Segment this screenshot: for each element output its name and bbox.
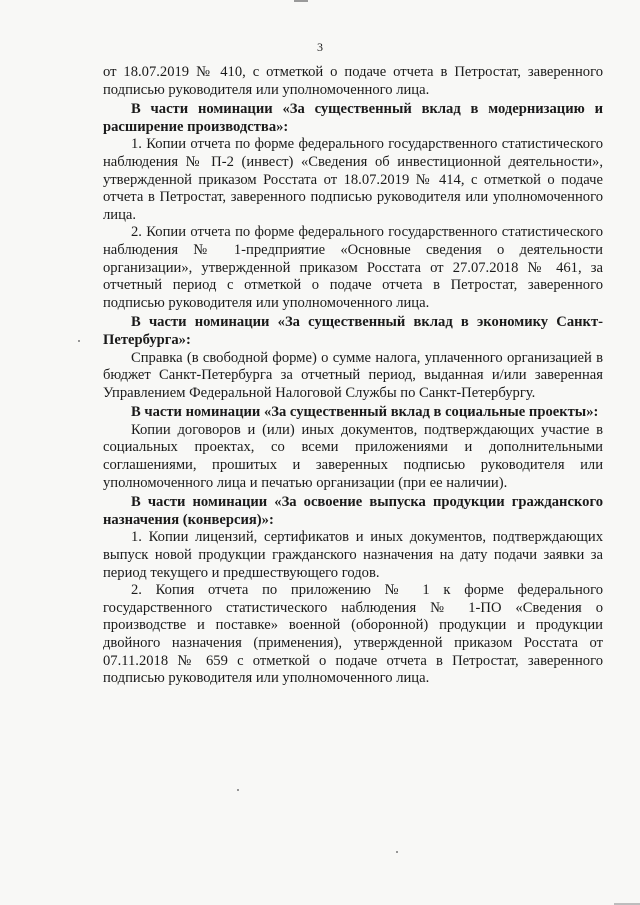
paragraph-economy: Справка (в свободной форме) о сумме налога, уплаченного организацией в бюджет Санкт-Петербурга за отчетный период, выданная и/или заверенная Управлением Федеральной Налоговой Службы по Санкт-Петербургу. <box>103 349 603 401</box>
paragraph-continuation: от 18.07.2019 № 410, с отметкой о подаче отчета в Петростат, заверенного подписью руководителя или уполномоченного лица. <box>103 64 603 98</box>
paragraph-modernization-item-2: 2. Копии отчета по форме федерального государственного статистического наблюдения № 1-предприятие «Основные сведения о деятельности организации», утвержденной приказом Росстата от 27.07.2018 № 461, за отчетный период с отметкой о подаче отчета в Петростат, заверенного подписью руководителя или уполномоченного лица. <box>103 224 603 311</box>
scan-speck <box>78 340 80 342</box>
heading-economy: В части номинации «За существенный вклад в экономику Санкт-Петербурга»: <box>103 314 603 348</box>
scan-speck <box>396 851 398 853</box>
heading-conversion: В части номинации «За освоение выпуска продукции гражданского назначения (конверсия)»: <box>103 494 603 528</box>
scan-mark-top <box>294 0 308 2</box>
scan-speck <box>237 789 239 791</box>
paragraph-modernization-item-1: 1. Копии отчета по форме федерального государственного статистического наблюдения № П-2 (инвест) «Сведения об инвестиционной деятельности», утвержденной приказом Росстата от 18.07.2019 № 414, с отметкой о подаче отчета в Петростат, заверенного подписью руководителя или уполномоченного лица. <box>103 136 603 223</box>
heading-modernization: В части номинации «За существенный вклад в модернизацию и расширение производства»: <box>103 101 603 135</box>
paragraph-conversion-item-2: 2. Копия отчета по приложению № 1 к форме федерального государственного статистического наблюдения № 1-ПО «Сведения о производстве и поставке» военной (оборонной) продукции и продукции двойного назначения (применения), утвержденной приказом Росстата от 07.11.2018 № 659 с отметкой о подаче отчета в Петростат, заверенного подписью руководителя или уполномоченного лица. <box>103 582 603 687</box>
heading-social-projects: В части номинации «За существенный вклад в социальные проекты»: <box>131 404 599 421</box>
paragraph-conversion-item-1: 1. Копии лицензий, сертификатов и иных документов, подтверждающих выпуск новой продукции гражданского назначения на дату подачи заявки за период текущего и предшествующего годов. <box>103 529 603 581</box>
document-body <box>103 64 603 688</box>
page-number: 3 <box>317 40 323 54</box>
paragraph-social-projects: Копии договоров и (или) иных документов, подтверждающих участие в социальных проектах, со всеми приложениями и дополнительными соглашениями, прошитых и заверенных подписью руководителя или уполномоченного лица и печатью организации (при ее наличии). <box>103 421 603 491</box>
